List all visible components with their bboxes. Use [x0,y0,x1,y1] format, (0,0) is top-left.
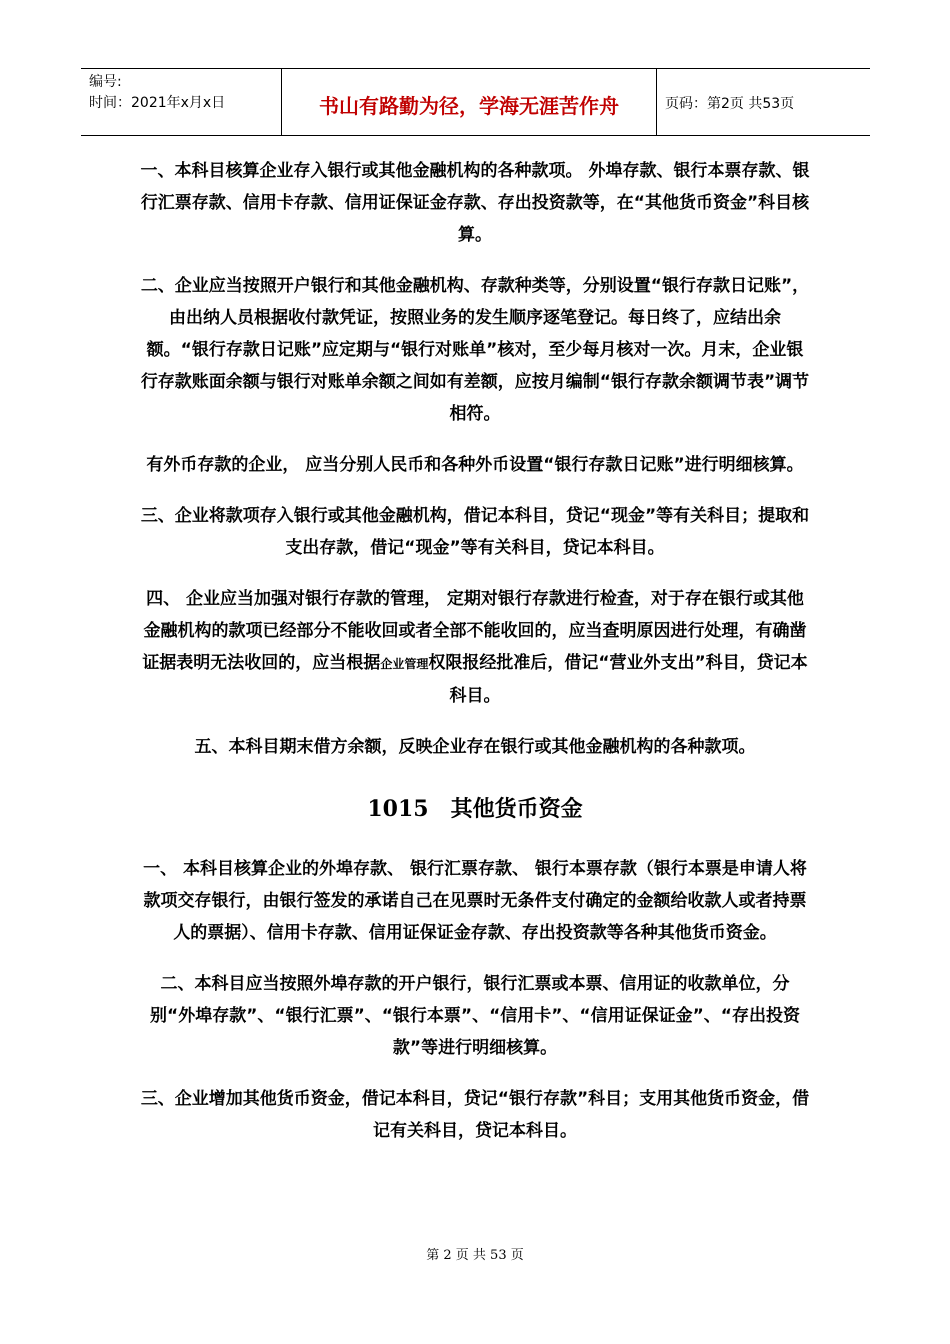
paragraph-small-text: 企业管理 [380,657,429,671]
page-footer: 第 2 页 共 53 页 [426,1248,524,1263]
paragraph: 二、企业应当按照开户银行和其他金融机构、存款种类等，分别设置“银行存款日记账”，由出纳人员根据收付款凭证，按照业务的发生顺序逐笔登记。每日终了，应结出余额。“银行存款日记账”应定期与“银行对账单”核对，至少每月核对一次。月末，企业银行存款账面余额与银行对账单余额之间如有差额，应按月编制“银行存款余额调节表”调节相符。 [140,276,810,424]
number-label: 编号: [89,74,122,90]
paragraph: 二、本科目应当按照外埠存款的开户银行，银行汇票或本票、信用证的收款单位，分别“外埠存款”、“银行汇票”、“银行本票”、“信用卡”、“信用证保证金”、“存出投资款”等进行明细核算。 [150,974,800,1058]
paragraph: 一、本科目核算企业存入银行或其他金融机构的各种款项。 外埠存款、银行本票存款、银行汇票存款、信用卡存款、信用证保证金存款、存出投资款等，在“其他货币资金”科目核算。 [140,161,810,245]
paragraph-text: 权限报经批准后，借记“营业外支出”科目，贷记本科目。 [428,653,808,706]
section-title: 1015 其他货币资金 [367,796,583,822]
header-page-info: 页码：第2页 共53页 [665,96,795,112]
paragraph: 一、 本科目核算企业的外埠存款、 银行汇票存款、 银行本票存款（银行本票是申请人将款项交存银行，由银行签发的承诺自己在见票时无条件支付确定的金额给收款人或者持票人的票据）、信用卡存款、信用证保证金存款、存出投资款等各种其他货币资金。 [143,859,807,943]
paragraph: 五、本科目期末借方余额，反映企业存在银行或其他金融机构的各种款项。 [194,737,756,757]
paragraph: 三、企业增加其他货币资金，借记本科目，贷记“银行存款”科目；支用其他货币资金，借记有关科目，贷记本科目。 [140,1089,810,1141]
paragraph [140,583,810,712]
header-meta [81,69,282,135]
document-body [140,155,810,1166]
page-header [81,68,870,136]
paragraph-text: 四、 企业应当加强对银行存款的管理， 定期对银行存款进行检查，对于存在银行或其他金融机构的款项已经部分不能收回或者全部不能收回的，应当查明原因进行处理，有确凿证据表明无法收回的，应当根据 [142,589,807,673]
paragraph: 三、企业将款项存入银行或其他金融机构，借记本科目，贷记“现金”等有关科目；提取和支出存款，借记“现金”等有关科目，贷记本科目。 [140,506,810,558]
paragraph: 有外币存款的企业， 应当分别人民币和各种外币设置“银行存款日记账”进行明细核算。 [146,455,804,475]
header-motto: 书山有路勤为径，学海无涯苦作舟 [282,69,657,135]
date-label: 时间：2021年x月x日 [89,95,226,111]
